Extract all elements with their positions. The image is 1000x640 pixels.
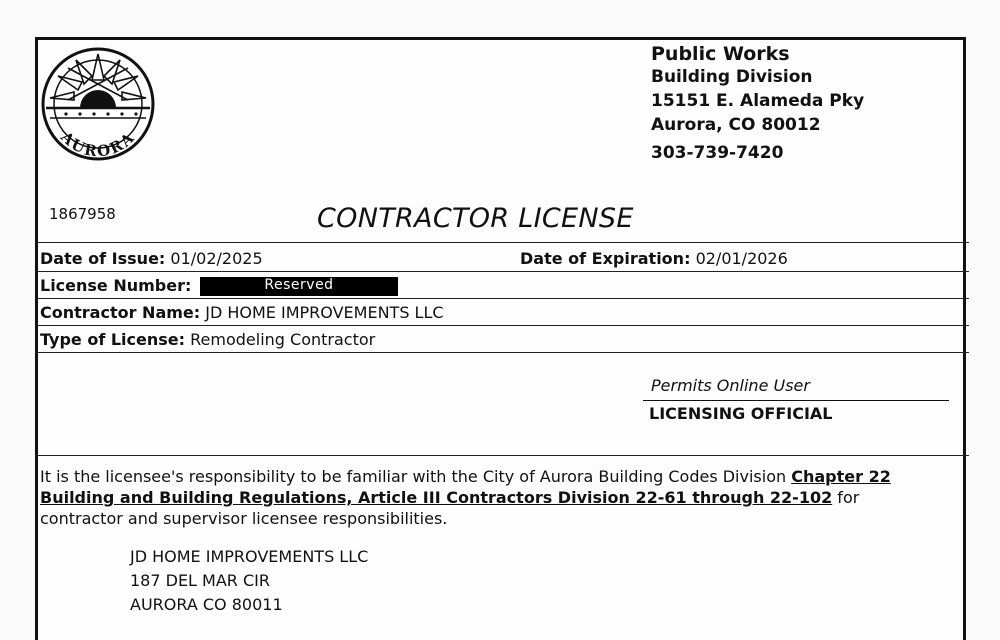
divider — [38, 298, 969, 299]
license-type-label: Type of License: — [40, 330, 186, 349]
divider — [38, 271, 969, 272]
license-type-row — [40, 330, 375, 349]
contractor-name-value: JD HOME IMPROVEMENTS LLC — [205, 303, 444, 322]
divider — [38, 242, 969, 243]
signer-title: LICENSING OFFICIAL — [649, 404, 833, 423]
city-address: Aurora, CO 80012 — [651, 115, 821, 135]
license-number-redacted: Reserved — [200, 277, 398, 296]
paragraph-outro: for contractor and supervisor licensee responsibilities. — [40, 488, 860, 528]
divider — [38, 455, 969, 456]
signature-line — [643, 400, 949, 401]
svg-text:AURORA: AURORA — [57, 127, 139, 161]
department-name: Public Works — [651, 43, 790, 65]
divider — [38, 352, 969, 353]
responsibility-paragraph — [40, 466, 940, 529]
division-name: Building Division — [651, 67, 813, 87]
address-line-3: AURORA CO 80011 — [130, 595, 283, 614]
contractor-name-label: Contractor Name: — [40, 303, 201, 322]
address-line-2: 187 DEL MAR CIR — [130, 571, 271, 590]
document-title: CONTRACTOR LICENSE — [317, 203, 634, 234]
paragraph-intro: It is the licensee's responsibility to be familiar with the City of Aurora Building Codes Division — [40, 467, 792, 486]
code-reference-link[interactable]: Chapter 22 Building and Building Regulations, Article III Contractors Division 22-61 through 22-102 — [40, 467, 891, 507]
expiration-date-value: 02/01/2026 — [695, 249, 788, 268]
street-address: 15151 E. Alameda Pky — [651, 91, 865, 111]
aurora-seal-logo — [40, 46, 156, 162]
contractor-name-row — [40, 303, 444, 322]
issue-date-label: Date of Issue: — [40, 249, 166, 268]
expiration-date-row — [520, 249, 788, 268]
address-line-1: JD HOME IMPROVEMENTS LLC — [130, 547, 369, 566]
license-type-value: Remodeling Contractor — [190, 330, 376, 349]
expiration-date-label: Date of Expiration: — [520, 249, 691, 268]
issue-date-row — [40, 249, 263, 268]
license-number-row — [40, 276, 191, 295]
divider — [38, 325, 969, 326]
license-number-label: License Number: — [40, 276, 192, 295]
phone-number: 303-739-7420 — [651, 143, 784, 163]
signer-name: Permits Online User — [651, 376, 810, 395]
document-number: 1867958 — [49, 205, 116, 223]
mailing-address — [130, 545, 368, 617]
issue-date-value: 01/02/2025 — [170, 249, 263, 268]
department-header — [651, 43, 864, 165]
